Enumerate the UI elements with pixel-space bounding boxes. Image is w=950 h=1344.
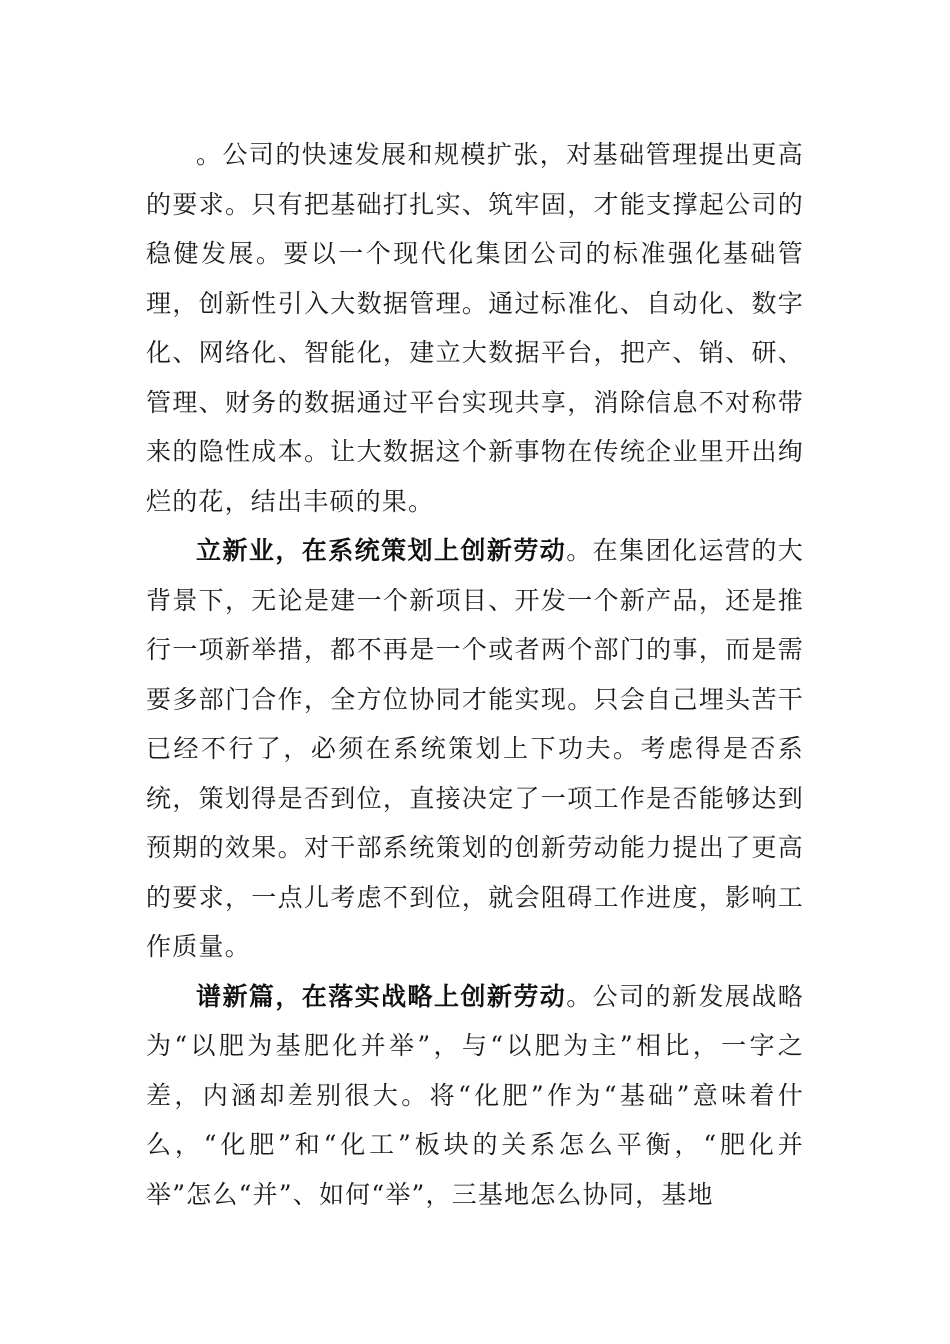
paragraph-3 [146, 972, 804, 1220]
document-body [146, 130, 804, 1219]
paragraph-1 [146, 130, 804, 526]
paragraph-2-body: 。在集团化运营的大背景下，无论是建一个新项目、开发一个新产品，还是推行一项新举措，都不再是一个或者两个部门的事，而是需要多部门合作，全方位协同才能实现。只会自己埋头苦干已经不行了，必须在系统策划上下功夫。考虑得是否系统，策划得是否到位，直接决定了一项工作是否能够达到预期的效果。对干部系统策划的创新劳动能力提出了更高的要求，一点儿考虑不到位，就会阻碍工作进度，影响工作质量。 [146, 536, 804, 961]
paragraph-1-body: 。公司的快速发展和规模扩张，对基础管理提出更高的要求。只有把基础打扎实、筑牢固，才能支撑起公司的稳健发展。要以一个现代化集团公司的标准强化基础管理，创新性引入大数据管理。通过标准化、自动化、数字化、网络化、智能化，建立大数据平台，把产、销、研、管理、财务的数据通过平台实现共享，消除信息不对称带来的隐性成本。让大数据这个新事物在传统企业里开出绚烂的花，结出丰硕的果。 [146, 140, 804, 516]
paragraph-2 [146, 526, 804, 972]
paragraph-3-body: 。公司的新发展战略为“以肥为基肥化并举”，与“以肥为主”相比，一字之差，内涵却差别很大。将“化肥”作为“基础”意味着什么，“化肥”和“化工”板块的关系怎么平衡，“肥化并举”怎么“并”、如何“举”，三基地怎么协同，基地 [146, 981, 804, 1209]
paragraph-3-heading: 谱新篇，在落实战略上创新劳动 [196, 981, 567, 1011]
paragraph-2-heading: 立新业，在系统策划上创新劳动 [196, 536, 567, 565]
